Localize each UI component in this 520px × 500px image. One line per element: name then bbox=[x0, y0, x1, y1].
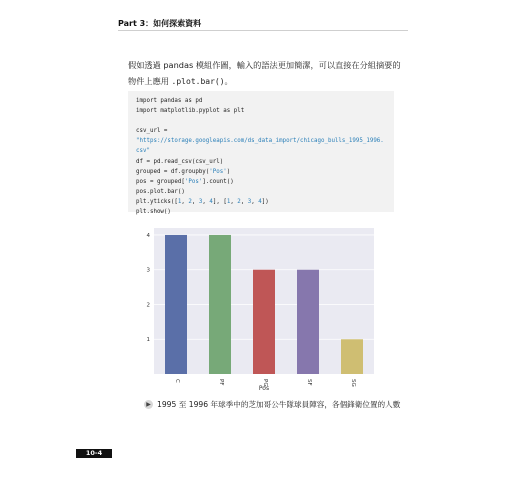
paragraph-line-2-prefix: 物件上應用 bbox=[128, 76, 172, 86]
code-line bbox=[136, 179, 234, 185]
code-line bbox=[136, 199, 269, 205]
code-block bbox=[128, 91, 394, 216]
x-tick-label: SF bbox=[306, 379, 312, 386]
code-token: pos = grouped[ bbox=[136, 178, 185, 185]
code-number: 3 bbox=[247, 198, 252, 205]
code-token: , bbox=[202, 198, 210, 205]
code-number: 2 bbox=[188, 198, 192, 205]
code-token: , bbox=[251, 198, 259, 205]
x-tick-label: PF bbox=[218, 379, 224, 386]
code-number: 4 bbox=[258, 198, 262, 205]
code-line: import matplotlib.pyplot as plt bbox=[136, 108, 245, 115]
chapter-header: Part 3：如何探索資料 bbox=[118, 19, 202, 28]
paragraph-line-2-suffix: 。 bbox=[224, 76, 233, 86]
bar-chart bbox=[140, 224, 380, 394]
x-tick-label: PG bbox=[262, 379, 268, 387]
code-token: ) bbox=[226, 168, 231, 175]
figure-caption bbox=[144, 399, 400, 410]
code-number: 1 bbox=[177, 198, 182, 205]
paragraph-line-2 bbox=[128, 73, 410, 90]
code-token: grouped = df.groupby( bbox=[136, 168, 210, 175]
code-line: import pandas as pd bbox=[136, 98, 203, 104]
x-axis-label: Pos bbox=[258, 385, 270, 392]
code-line-string: csv" bbox=[136, 148, 150, 155]
code-string: 'Pos' bbox=[209, 168, 227, 175]
code-token: ], [ bbox=[212, 198, 227, 205]
code-token: , bbox=[191, 198, 199, 205]
caption-text: 1995 至 1996 年球季中的芝加哥公牛隊球員陣容，各個鋒衛位置的人數 bbox=[157, 400, 401, 409]
bar-sg bbox=[341, 339, 363, 374]
bar-pg bbox=[253, 270, 275, 374]
page-number: 10-4 bbox=[76, 449, 112, 458]
paragraph-line-1: 假如透過 pandas 模組作圖，輸入的語法更加簡潔，可以直接在分組摘要的 bbox=[128, 60, 401, 70]
code-line: csv_url = bbox=[136, 128, 168, 135]
code-string: 'Pos' bbox=[184, 178, 203, 185]
code-token: , bbox=[181, 198, 189, 205]
y-tick-label: 3 bbox=[146, 267, 150, 274]
code-line: pos.plot.bar() bbox=[136, 188, 185, 195]
code-number: 1 bbox=[226, 198, 231, 205]
y-tick-label: 1 bbox=[146, 337, 150, 344]
bar-sf bbox=[297, 270, 319, 374]
x-tick-label: SG bbox=[350, 379, 356, 387]
header-divider bbox=[118, 30, 408, 31]
bar-pf bbox=[209, 235, 231, 374]
bar-c bbox=[165, 235, 187, 374]
code-token: , bbox=[240, 198, 248, 205]
code-number: 3 bbox=[198, 198, 203, 205]
code-line: df = pd.read_csv(csv_url) bbox=[136, 158, 224, 165]
y-tick-label: 2 bbox=[146, 302, 150, 309]
code-line: plt.show() bbox=[136, 209, 171, 216]
code-number: 2 bbox=[237, 198, 241, 205]
inline-code: .plot.bar() bbox=[171, 77, 225, 86]
y-tick-label: 4 bbox=[146, 232, 150, 239]
body-paragraph bbox=[128, 57, 410, 90]
code-token: ].count() bbox=[202, 178, 234, 185]
figure-icon: ▶ bbox=[144, 400, 153, 409]
code-token: , bbox=[230, 198, 238, 205]
code-line bbox=[136, 169, 230, 175]
x-tick-label: C bbox=[174, 379, 180, 383]
code-token: plt.yticks([ bbox=[136, 198, 178, 205]
code-number: 4 bbox=[209, 198, 213, 205]
code-token: ]) bbox=[261, 198, 269, 205]
code-line-string: "https://storage.googleapis.com/ds_data_import/chicago_bulls_1995_1996. bbox=[136, 138, 384, 145]
